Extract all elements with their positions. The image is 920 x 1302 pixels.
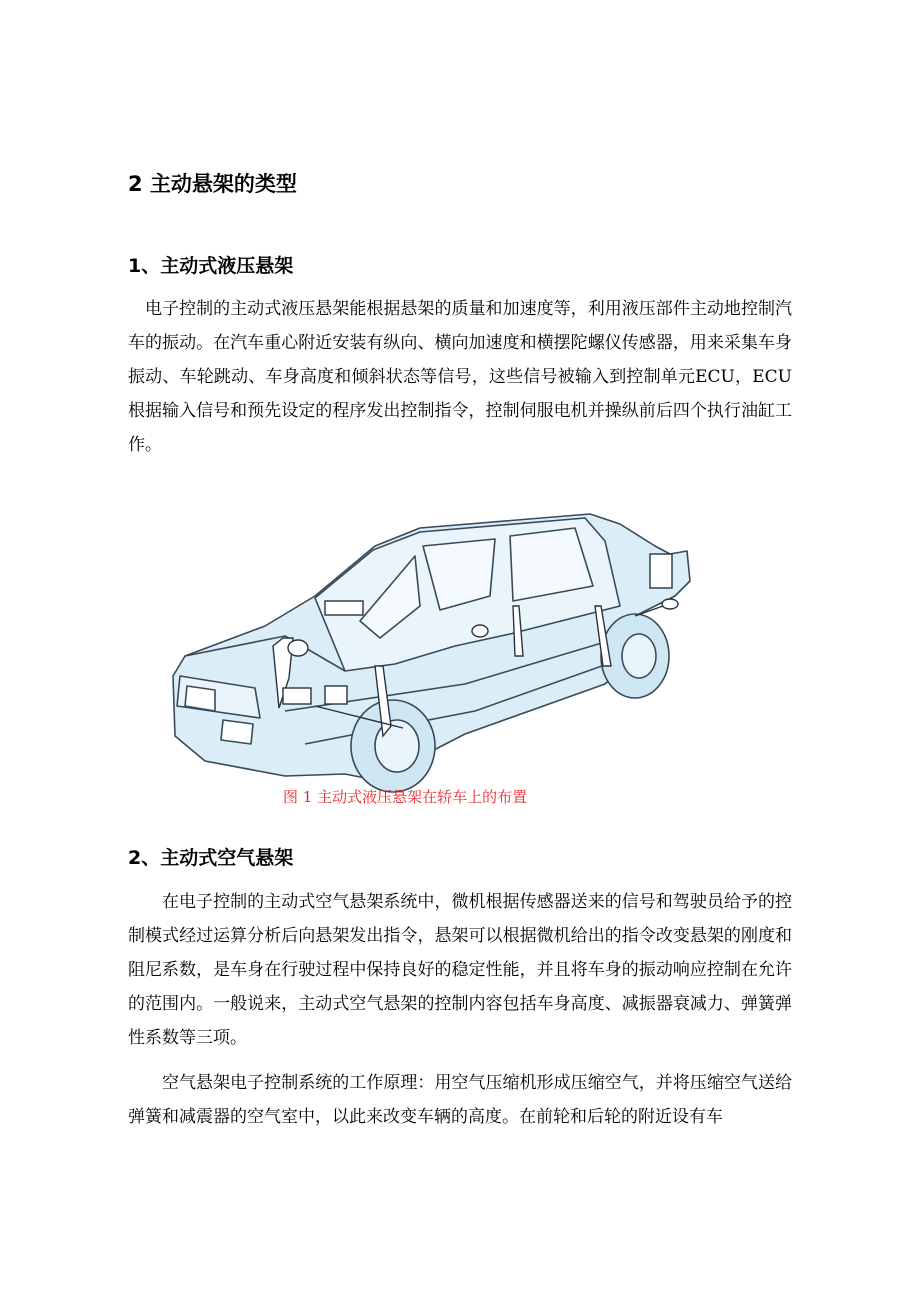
hydraulic-suspension-paragraph: 电子控制的主动式液压悬架能根据悬架的质量和加速度等，利用液压部件主动地控制汽车的振动。在汽车重心附近安装有纵向、横向加速度和横摆陀螺仪传感器，用来采集车身振动、车轮跳动、车身高度和倾斜状态等信号，这些信号被输入到控制单元ECU，ECU 根据输入信号和预先设定的程序发出控制指令，控制伺服电机并操纵前后四个执行油缸工作。	[128, 299, 826, 455]
air-suspension-paragraph-2: 空气悬架电子控制系统的工作原理：用空气压缩机形成压缩空气，并将压缩空气送给弹簧和减震器的空气室中，以此来改变车辆的高度。在前轮和后轮的附近设有车	[128, 1073, 792, 1127]
air-suspension-heading: 2、主动式空气悬架	[128, 847, 294, 869]
figure-caption: 图 1 主动式液压悬架在轿车上的布置	[283, 788, 528, 806]
front-wheel-drawing	[351, 700, 435, 792]
rear-wheel-drawing	[601, 614, 669, 698]
car-suspension-figure	[165, 506, 705, 796]
hydraulic-suspension-heading: 1、主动式液压悬架	[128, 255, 294, 277]
section-title: 2 主动悬架的类型	[128, 172, 297, 196]
air-suspension-paragraph-1: 在电子控制的主动式空气悬架系统中，微机根据传感器送来的信号和驾驶员给予的控制模式经过运算分析后向悬架发出指令，悬架可以根据微机给出的指令改变悬架的刚度和阻尼系数，是车身在行驶过程中保持良好的稳定性能，并且将车身的振动响应控制在允许的范围内。一般说来，主动式空气悬架的控制内容包括车身高度、减振器衰减力、弹簧弹性系数等三项。	[128, 892, 792, 1048]
